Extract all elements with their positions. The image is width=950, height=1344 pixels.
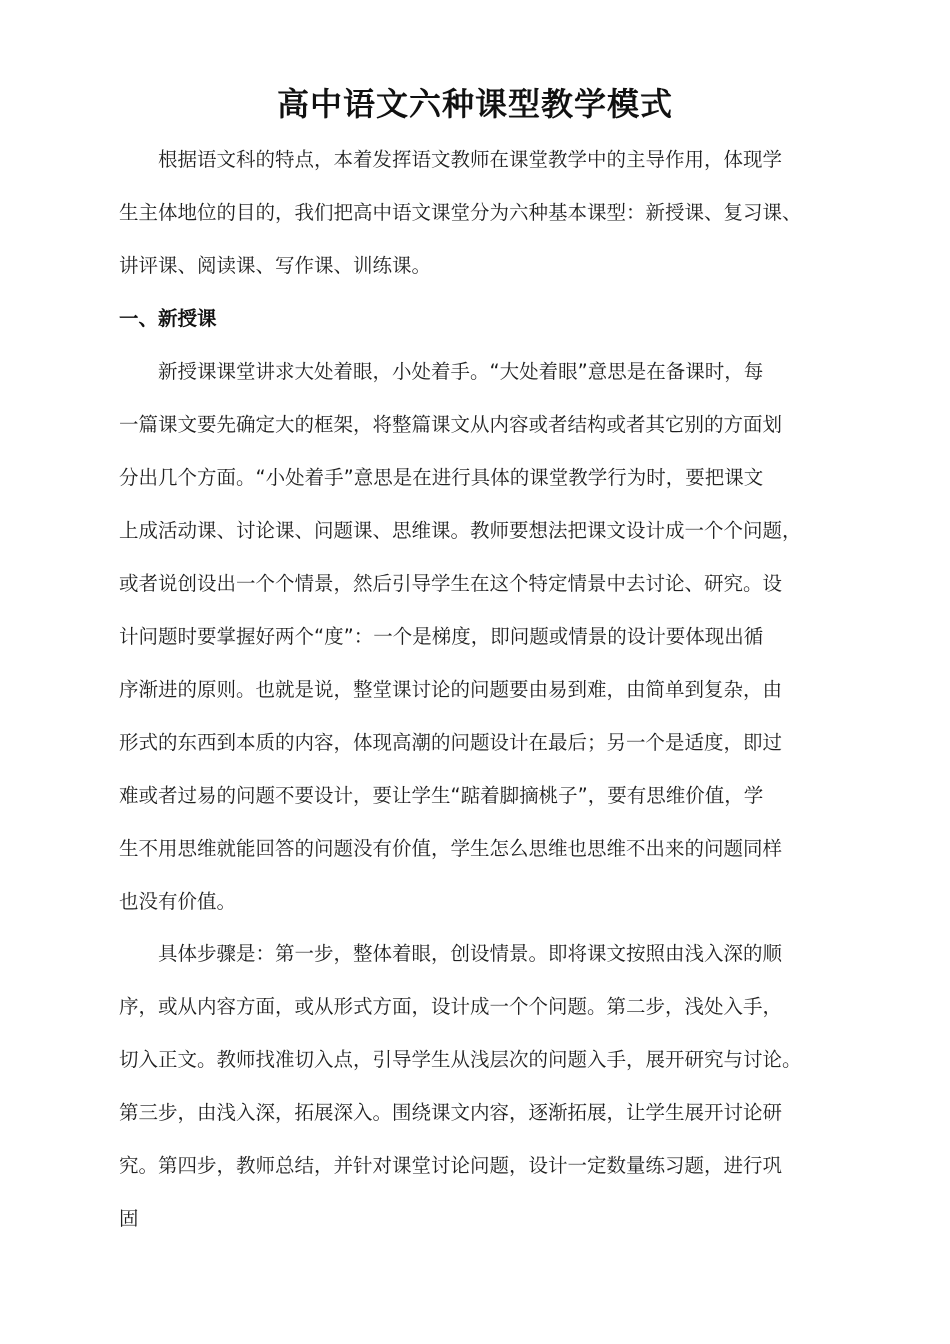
para1-line-2: 一篇课文要先确定大的框架，将整篇课文从内容或者结构或者其它别的方面划: [119, 413, 783, 436]
para1-line-5: 或者说创设出一个个情景，然后引导学生在这个特定情景中去讨论、研究。设: [119, 572, 783, 595]
para1-line-8: 形式的东西到本质的内容，体现高潮的问题设计在最后；另一个是适度，即过: [119, 731, 783, 754]
para1-line-6: 计问题时要掌握好两个“度”：一个是梯度，即问题或情景的设计要体现出循: [119, 625, 764, 648]
para2-line-6: 固: [119, 1207, 139, 1230]
para2-line-5: 究。第四步，教师总结，并针对课堂讨论问题，设计一定数量练习题，进行巩: [119, 1154, 783, 1177]
para1-line-1: 新授课课堂讲求大处着眼，小处着手。“大处着眼”意思是在备课时，每: [119, 360, 764, 383]
para2-line-4: 第三步，由浅入深，拓展深入。围绕课文内容，逐渐拓展，让学生展开讨论研: [119, 1101, 783, 1124]
para1-line-10: 生不用思维就能回答的问题没有价值，学生怎么思维也思维不出来的问题同样: [119, 837, 783, 860]
para1-line-9: 难或者过易的问题不要设计，要让学生“踮着脚摘桃子”，要有思维价值，学: [119, 784, 764, 807]
para2-line-3: 切入正文。教师找准切入点，引导学生从浅层次的问题入手，展开研究与讨论。: [119, 1048, 802, 1071]
intro-line-2: 生主体地位的目的，我们把高中语文课堂分为六种基本课型：新授课、复习课、: [119, 201, 802, 224]
para1-line-7: 序渐进的原则。也就是说，整堂课讨论的问题要由易到难，由简单到复杂，由: [119, 678, 783, 701]
intro-line-1: 根据语文科的特点，本着发挥语文教师在课堂教学中的主导作用，体现学: [119, 148, 783, 171]
intro-line-3: 讲评课、阅读课、写作课、训练课。: [119, 254, 432, 277]
para2-line-1: 具体步骤是：第一步，整体着眼，创设情景。即将课文按照由浅入深的顺: [119, 942, 783, 965]
para1-line-4: 上成活动课、讨论课、问题课、思维课。教师要想法把课文设计成一个个问题，: [119, 519, 802, 542]
para2-line-2: 序，或从内容方面，或从形式方面，设计成一个个问题。第二步，浅处入手，: [119, 995, 783, 1018]
document-title: 高中语文六种课型教学模式: [276, 85, 673, 123]
para1-line-3: 分出几个方面。“小处着手”意思是在进行具体的课堂教学行为时，要把课文: [119, 466, 764, 489]
para1-line-11: 也没有价值。: [119, 890, 237, 913]
section-heading-new-lesson: 一、新授课: [119, 307, 217, 330]
